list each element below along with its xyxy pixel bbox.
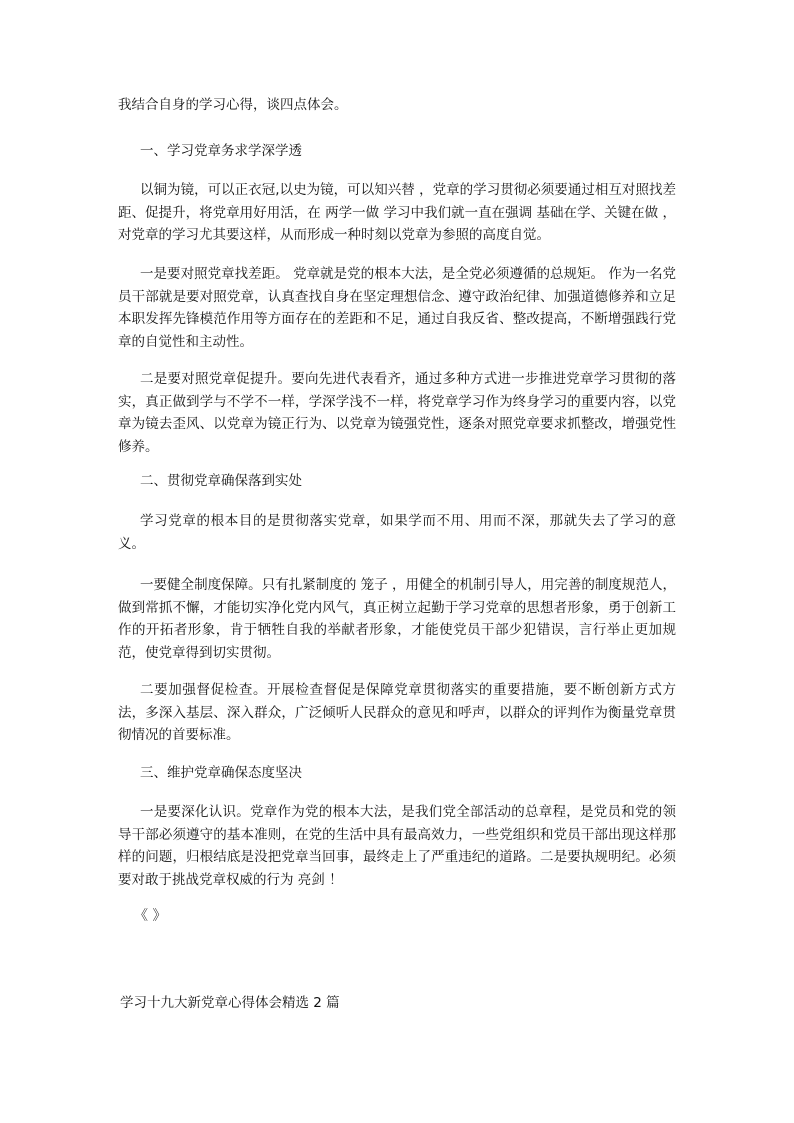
section-2-paragraph-1: 学习党章的根本目的是贯彻落实党章，如果学而不用、用而不深，那就失去了学习的意义。 <box>118 513 676 552</box>
section-3-heading: 三、维护党章确保态度坚决 <box>140 765 302 781</box>
section-1-paragraph-2: 一是要对照党章找差距。 党章就是党的根本大法，是全党必须遵循的总规矩。 作为一名党员干部就是要对照党章，认真查找自身在坚定理想信念、遵守政治纪律、加强道德修养和立足本职发挥先锋模范作用等方面存在的差距和不足，通过自我反省、整改提高，不断增强践行党章的自觉性和主动性。 <box>118 266 676 350</box>
section-1-heading: 一、学习党章务求学深学透 <box>140 143 302 159</box>
section-1-paragraph-1: 以铜为镜，可以正衣冠,以史为镜，可以知兴替 ，党章的学习贯彻必须要通过相互对照找差距、促提升，将党章用好用活，在 两学一做 学习中我们就一直在强调 基础在学、关键在做 ，对党章的学习尤其要这样，从而形成一种时刻以党章为参照的高度自觉。 <box>118 182 676 243</box>
section-2-paragraph-2: 一要健全制度保障。只有扎紧制度的 笼子 ，用健全的机制引导人，用完善的制度规范人，做到常抓不懈，才能切实净化党内风气，真正树立起勤于学习党章的思想者形象，勇于创新工作的开拓者形象，肯于牺牲自我的举献者形象，才能使党员干部少犯错误，言行举止更加规范，使党章得到切实贯彻。 <box>118 577 676 661</box>
intro-paragraph: 我结合自身的学习心得，谈四点体会。 <box>118 97 348 113</box>
section-3-paragraph-1: 一是要深化认识。党章作为党的根本大法，是我们党全部活动的总章程，是党员和党的领导干部必须遵守的基本准则，在党的生活中具有最高效力，一些党组织和党员干部出现这样那样的问题，归根结底是没把党章当回事，最终走上了严重违纪的道路。二是要执规明纪。必须要对敢于挑战党章权威的行为 亮剑 ！ <box>118 804 676 888</box>
angle-quote-marks: 《 》 <box>134 908 167 924</box>
section-2-paragraph-3: 二要加强督促检查。开展检查督促是保障党章贯彻落实的重要措施，要不断创新方式方法，多深入基层、深入群众，广泛倾听人民群众的意见和呼声，以群众的评判作为衡量党章贯彻情况的首要标准。 <box>118 682 676 743</box>
next-article-title: 学习十九大新党章心得体会精选 2 篇 <box>120 995 340 1011</box>
section-2-heading: 二、贯彻党章确保落到实处 <box>140 473 302 489</box>
section-1-paragraph-3: 二是要对照党章促提升。要向先进代表看齐，通过多种方式进一步推进党章学习贯彻的落实，真正做到学与不学不一样，学深学浅不一样，将党章学习作为终身学习的重要内容，以党章为镜去歪风、以党章为镜正行为、以党章为镜强党性，逐条对照党章要求抓整改，增强党性修养。 <box>118 371 676 455</box>
